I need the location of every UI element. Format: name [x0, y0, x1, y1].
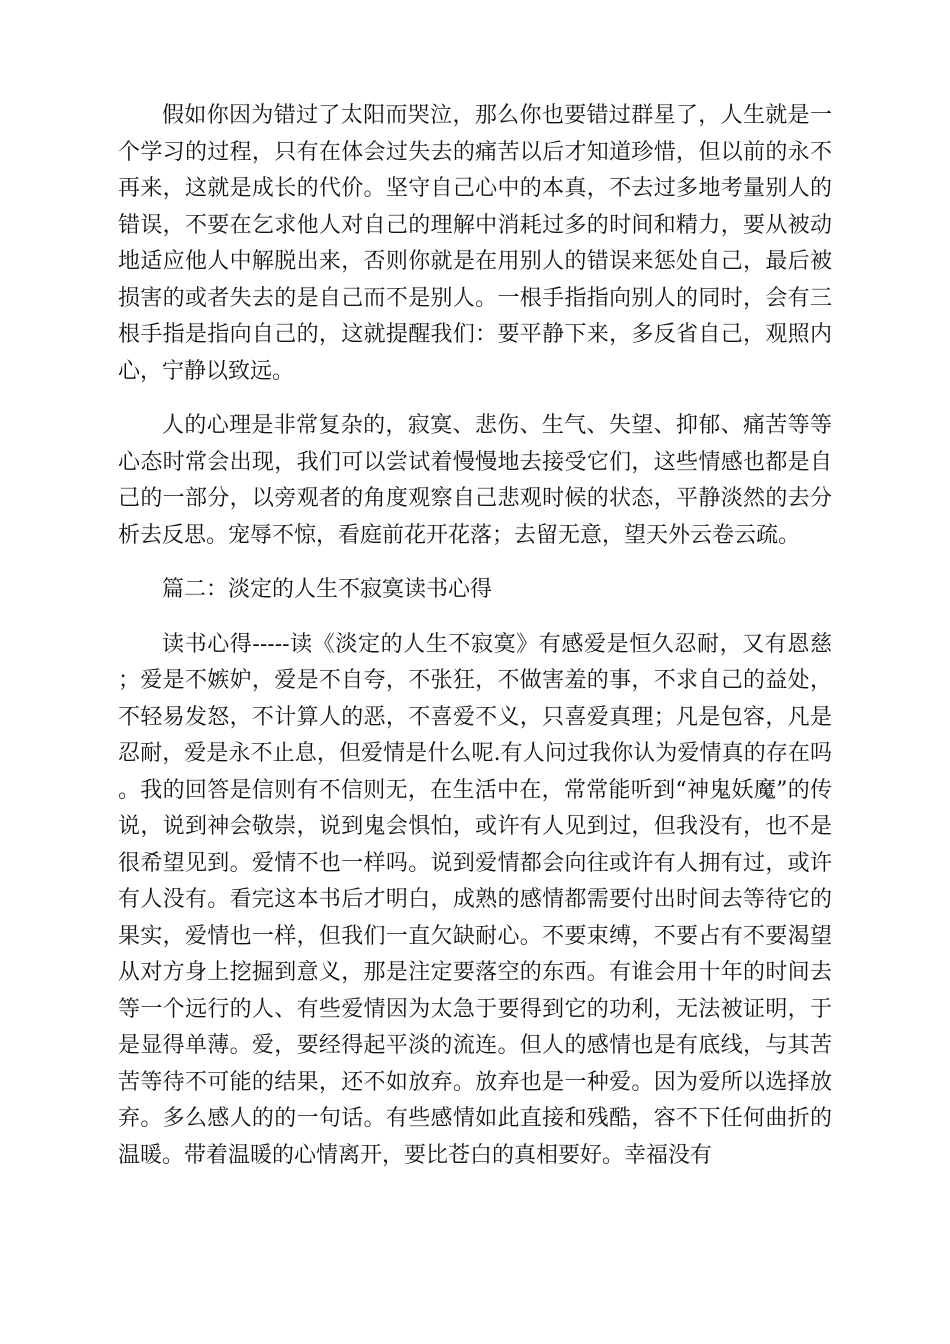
document-page [118, 98, 832, 1174]
paragraph-1: 假如你因为错过了太阳而哭泣，那么你也要错过群星了，人生就是一个学习的过程，只有在体会过失去的痛苦以后才知道珍惜，但以前的永不再来，这就是成长的代价。坚守自己心中的本真，不去过多地考量别人的错误，不要在乞求他人对自己的理解中消耗过多的时间和精力，要从被动地适应他人中解脱出来，否则你就是在用别人的错误来惩处自己，最后被损害的或者失去的是自己而不是别人。一根手指指向别人的同时，会有三根手指是指向自己的，这就提醒我们：要平静下来，多反省自己，观照内心，宁静以致远。 [118, 103, 832, 384]
section-heading: 篇二：淡定的人生不寂寞读书心得 [162, 577, 493, 602]
paragraph-2: 人的心理是非常复杂的，寂寞、悲伤、生气、失望、抑郁、痛苦等等心态时常会出现，我们可以尝试着慢慢地去接受它们，这些情感也都是自己的一部分，以旁观者的角度观察自己悲观时候的状态，平静淡然的去分析去反思。宠辱不惊，看庭前花开花落；去留无意，望天外云卷云疏。 [118, 413, 832, 548]
paragraph-3: 读书心得-----读《淡定的人生不寂寞》有感爱是恒久忍耐，又有恩慈；爱是不嫉妒，爱是不自夸，不张狂，不做害羞的事，不求自己的益处，不轻易发怒，不计算人的恶，不喜爱不义，只喜爱真理；凡是包容，凡是忍耐，爱是永不止息，但爱情是什么呢.有人问过我你认为爱情真的存在吗。我的回答是信则有不信则无，在生活中在，常常能听到“神鬼妖魔”的传说，说到神会敬崇，说到鬼会惧怕，或许有人见到过，但我没有，也不是很希望见到。爱情不也一样吗。说到爱情都会向往或许有人拥有过，或许有人没有。看完这本书后才明白，成熟的感情都需要付出时间去等待它的果实，爱情也一样，但我们一直欠缺耐心。不要束缚，不要占有不要渴望从对方身上挖掘到意义，那是注定要落空的东西。有谁会用十年的时间去等一个远行的人、有些爱情因为太急于要得到它的功利，无法被证明，于是显得单薄。爱，要经得起平淡的流连。但人的感情也是有底线，与其苦苦等待不可能的结果，还不如放弃。放弃也是一种爱。因为爱所以选择放弃。多么感人的的一句话。有些感情如此直接和残酷，容不下任何曲折的温暖。带着温暖的心情离开，要比苍白的真相要好。幸福没有 [118, 631, 832, 1168]
